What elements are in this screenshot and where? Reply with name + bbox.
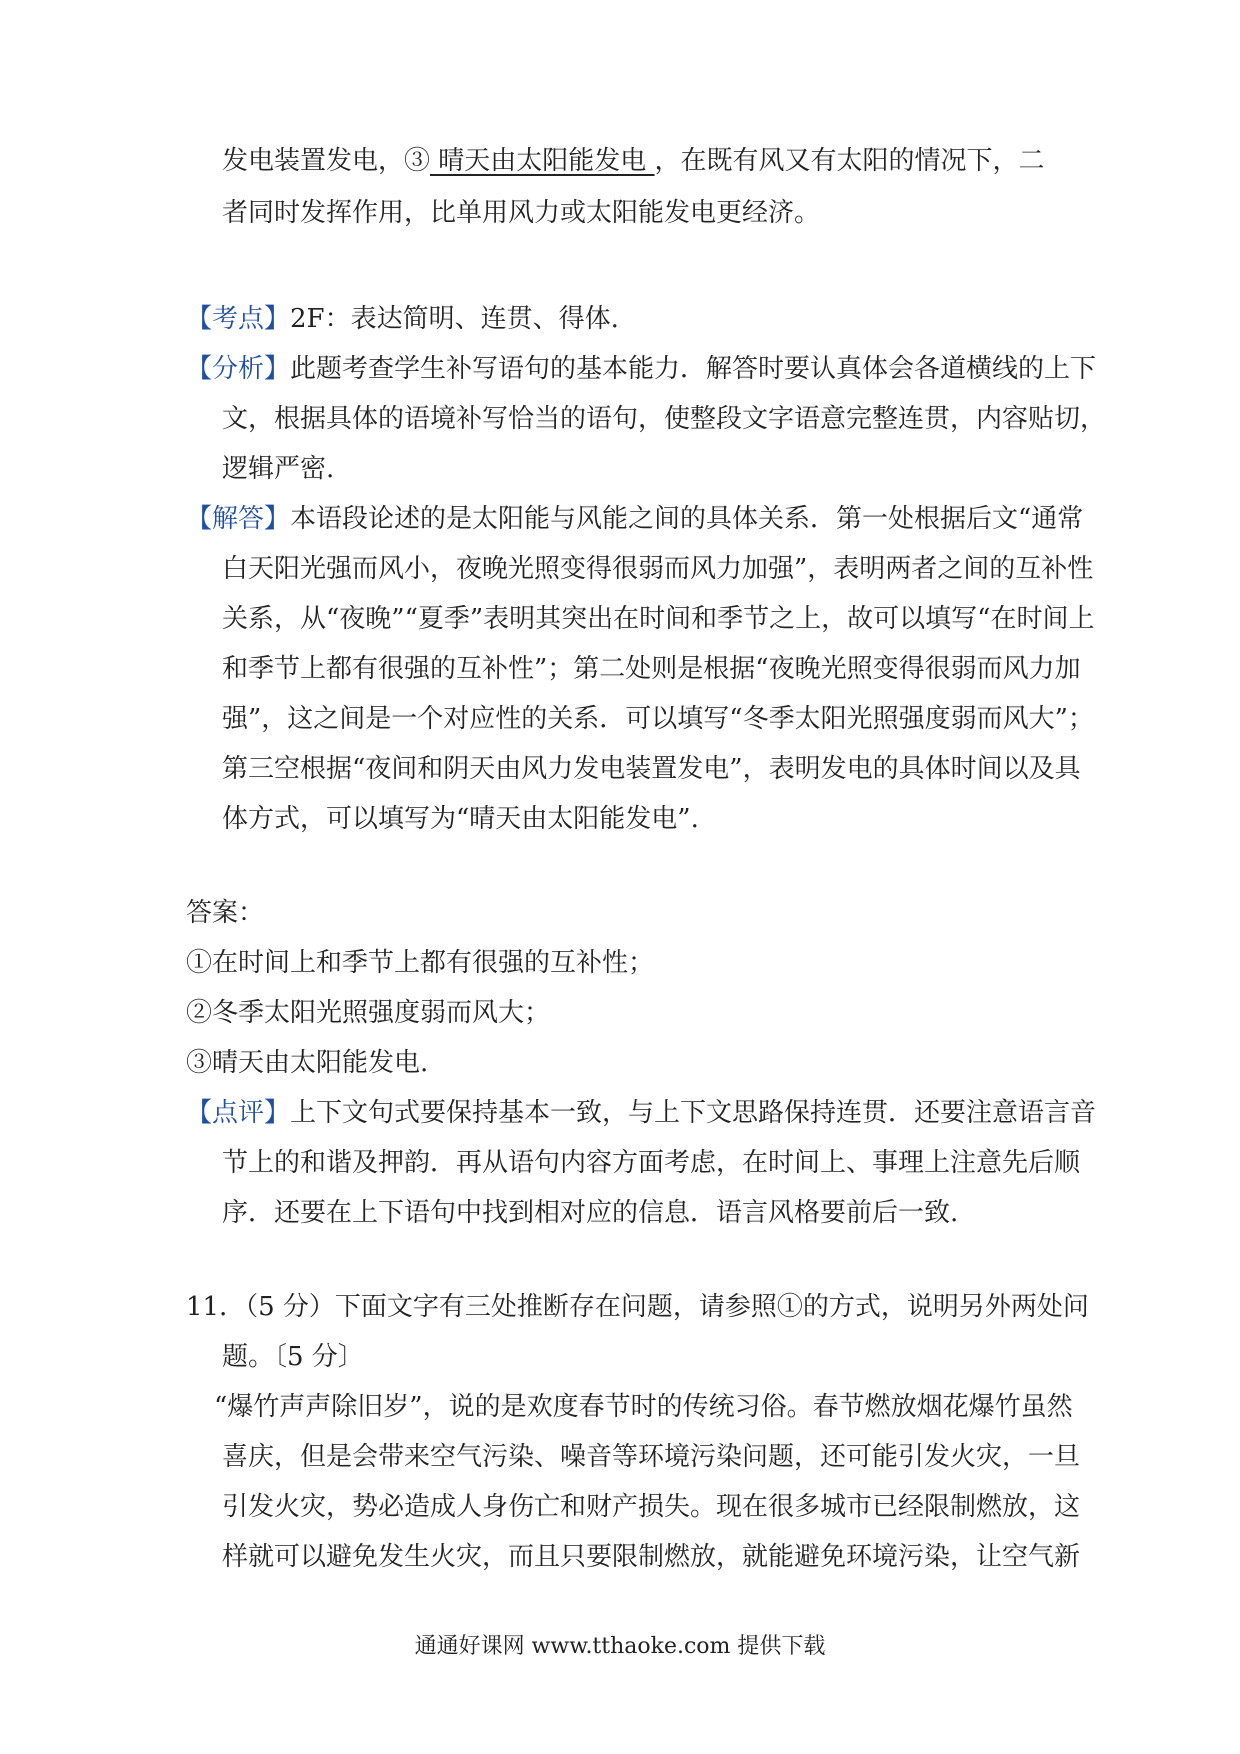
kaodian-tag: 【考点】 [186, 304, 291, 334]
fenxi-line-1 [186, 352, 1096, 386]
jieda-line-6: 第三空根据“夜间和阴天由风力发电装置发电”，表明发电的具体时间以及具 [222, 754, 1081, 784]
fenxi-text-1: 此题考查学生补写语句的基本能力．解答时要认真体会各道横线的上下 [290, 354, 1097, 384]
q11-passage-4: 样就可以避免发生火灾，而且只要限制燃放，就能避免环境污染，让空气新 [222, 1542, 1081, 1572]
q11-passage-3: 引发火灾，势必造成人身伤亡和财产损失。现在很多城市已经限制燃放，这 [222, 1492, 1081, 1522]
answer-item-2: ②冬季太阳光照强度弱而风大； [186, 998, 551, 1028]
q11-line-1: 11．（5 分）下面文字有三处推断存在问题，请参照①的方式，说明另外两处问 [186, 1292, 1089, 1322]
answer-label: 答案： [186, 898, 265, 928]
dianping-line-1 [186, 1096, 1096, 1130]
dianping-text-1: 上下文句式要保持基本一致，与上下文思路保持连贯．还要注意语言音 [290, 1098, 1097, 1128]
dianping-line-2: 节上的和谐及押韵．再从语句内容方面考虑，在时间上、事理上注意先后顺 [222, 1148, 1081, 1178]
q10-line-1-a: 发电装置发电，③ [222, 146, 431, 176]
jieda-tag: 【解答】 [186, 504, 291, 534]
q10-line-1 [222, 144, 1045, 178]
q10-blank-3: 晴天由太阳能发电 [430, 146, 655, 176]
q11-passage-1: “爆竹声声除旧岁”，说的是欢度春节时的传统习俗。春节燃放烟花爆竹虽然 [214, 1392, 1073, 1422]
jieda-line-2: 白天阳光强而风小，夜晚光照变得很弱而风力加强”，表明两者之间的互补性 [222, 554, 1094, 584]
jieda-line-1 [186, 502, 1083, 536]
fenxi-line-2: 文，根据具体的语境补写恰当的语句，使整段文字语意完整连贯，内容贴切， [222, 404, 1107, 434]
jieda-text-1: 本语段论述的是太阳能与风能之间的具体关系．第一处根据后文“通常 [290, 504, 1084, 534]
q10-line-1-b: ，在既有风又有太阳的情况下，二 [654, 146, 1045, 176]
fenxi-line-3: 逻辑严密. [222, 454, 335, 484]
answer-item-3: ③晴天由太阳能发电. [186, 1048, 429, 1078]
answer-item-1: ①在时间上和季节上都有很强的互补性； [186, 948, 655, 978]
jieda-line-5: 强”，这之间是一个对应性的关系．可以填写“冬季太阳光照强度弱而风大”； [222, 704, 1094, 734]
q11-line-2: 题。〔5 分〕 [222, 1342, 364, 1372]
q11-passage-2: 喜庆，但是会带来空气污染、噪音等环境污染问题，还可能引发火灾，一旦 [222, 1442, 1081, 1472]
dianping-tag: 【点评】 [186, 1098, 291, 1128]
jieda-line-3: 关系，从“夜晚”“夏季”表明其突出在时间和季节之上，故可以填写“在时间上 [222, 604, 1095, 634]
jieda-line-4: 和季节上都有很强的互补性”；第二处则是根据“夜晚光照变得很弱而风力加 [222, 654, 1081, 684]
kaodian-text: 2F：表达简明、连贯、得体. [290, 304, 619, 334]
dianping-line-3: 序．还要在上下语句中找到相对应的信息．语言风格要前后一致. [222, 1198, 959, 1228]
kaodian-section [186, 302, 619, 336]
q10-line-2: 者同时发挥作用，比单用风力或太阳能发电更经济。 [222, 198, 821, 228]
page-footer: 通通好课网 www.tthaoke.com 提供下载 [414, 1634, 826, 1659]
jieda-line-7: 体方式，可以填写为“晴天由太阳能发电”. [222, 804, 699, 834]
fenxi-tag: 【分析】 [186, 354, 291, 384]
